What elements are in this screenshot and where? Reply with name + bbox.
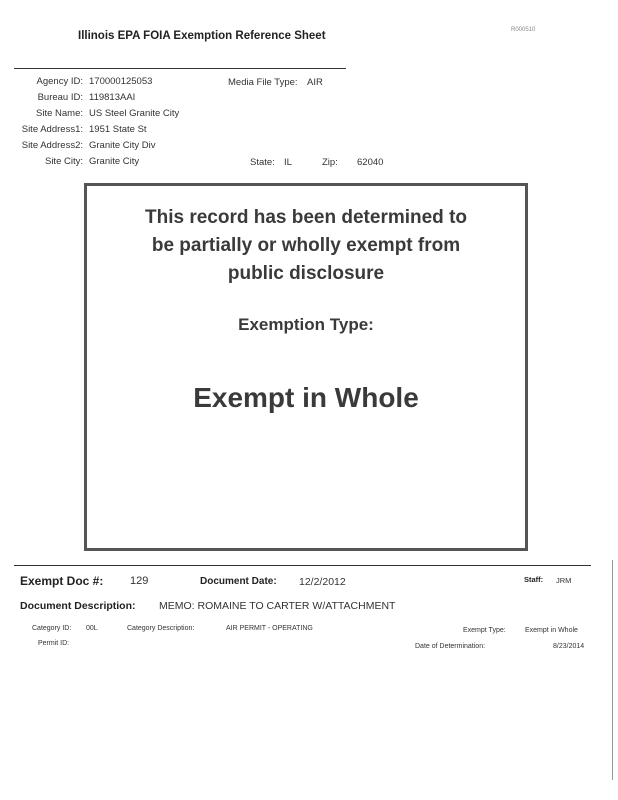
category-id-value: 00L [86,625,98,632]
bureau-id-value: 119813AAI [89,92,136,103]
notice-line-2: be partially or wholly exempt from [151,235,461,256]
document-date-label: Document Date: [200,576,277,587]
site-city-value: Granite City [89,156,140,167]
exempt-doc-value: 129 [130,575,149,587]
description-value: MEMO: ROMAINE TO CARTER W/ATTACHMENT [159,600,396,612]
scan-edge-line [612,560,613,780]
exemption-notice-box [84,183,528,551]
agency-id-value: 170000125053 [89,76,153,87]
site-address1-label: Site Address1: [21,124,83,135]
exempt-doc-label: Exempt Doc #: [20,574,104,588]
category-desc-value: AIR PERMIT - OPERATING [226,625,313,632]
document-stamp: R000510 [511,27,536,33]
header-divider [14,68,346,69]
site-name-value: US Steel Granite City [89,108,180,119]
site-address2-label: Site Address2: [21,140,83,151]
description-label: Document Description: [20,600,136,612]
exempt-type-label: Exempt Type: [463,627,506,634]
bureau-id-label: Bureau ID: [37,92,83,103]
site-address2-value: Granite City Div [89,140,156,151]
zip-label: Zip: [322,157,338,168]
exempt-type-value: Exempt in Whole [525,627,578,634]
exemption-type-value: Exempt in Whole [193,382,419,413]
state-label: State: [250,157,275,168]
notice-line-1: This record has been determined to [144,207,468,228]
permit-id-label: Permit ID: [38,640,70,647]
site-name-label: Site Name: [36,108,83,119]
document-date-value: 12/2/2012 [299,576,346,588]
agency-id-label: Agency ID: [36,76,83,87]
staff-label: Staff: [524,575,544,584]
determination-date: 8/23/2014 [553,643,585,650]
category-desc-label: Category Description: [127,625,195,632]
site-address1-value: 1951 State St [89,124,147,135]
media-file-value: AIR [307,77,323,88]
exemption-type-label: Exemption Type: [238,315,374,334]
notice-line-3: public disclosure [227,263,385,284]
staff-value: JRM [556,576,572,585]
notice-text [87,204,525,288]
state-value: IL [284,157,292,168]
footer-divider [14,565,591,566]
site-city-label: Site City: [44,156,83,167]
category-id-label: Category ID: [32,625,72,632]
zip-value: 62040 [357,157,384,168]
determination-label: Date of Determination: [415,643,486,650]
page-title: Illinois EPA FOIA Exemption Reference Sheet [78,30,326,42]
media-file-label: Media File Type: [228,77,298,88]
